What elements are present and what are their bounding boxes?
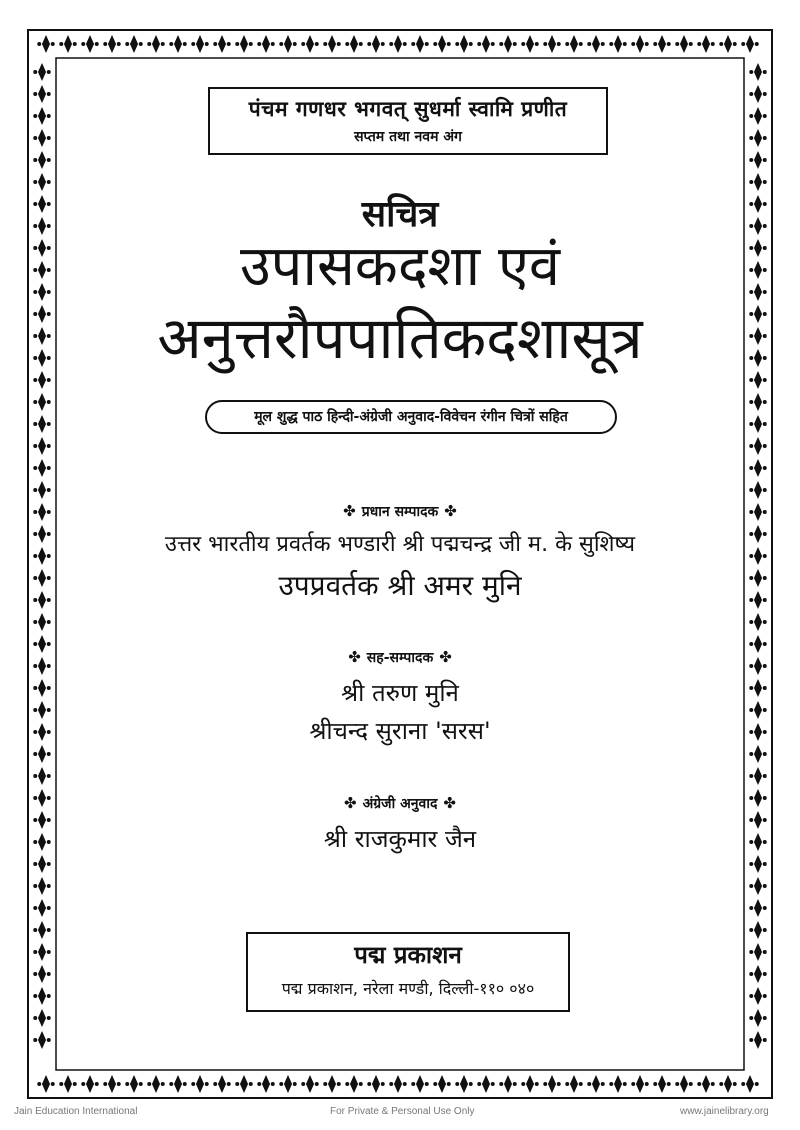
border-motif: [125, 1075, 142, 1093]
border-motif: [257, 35, 274, 53]
border-motif: [631, 1075, 648, 1093]
border-motif: [675, 35, 692, 53]
chief-editor-label: [0, 502, 800, 521]
border-motif: [345, 35, 362, 53]
footer-right[interactable]: www.jainelibrary.org: [680, 1106, 769, 1117]
border-motif: [749, 85, 766, 103]
translator-label-text: अंग्रेजी अनुवाद: [362, 796, 438, 812]
border-motif: [345, 1075, 362, 1093]
border-motif: [697, 35, 714, 53]
border-motif: [749, 1009, 766, 1027]
ornament-icon: ✤: [443, 794, 456, 812]
border-motif: [455, 1075, 472, 1093]
border-motif: [33, 63, 50, 81]
border-motif: [389, 1075, 406, 1093]
border-motif: [33, 855, 50, 873]
border-motif: [33, 877, 50, 895]
border-motif: [33, 943, 50, 961]
border-motif: [33, 965, 50, 983]
border-motif: [33, 1031, 50, 1049]
border-motif: [749, 987, 766, 1005]
border-motif: [279, 1075, 296, 1093]
border-motif: [33, 107, 50, 125]
border-motif: [719, 1075, 736, 1093]
border-motif: [411, 1075, 428, 1093]
border-motif: [749, 481, 766, 499]
border-motif: [749, 1031, 766, 1049]
chief-editor-line-1: उत्तर भारतीय प्रवर्तक भण्डारी श्री पद्मचन्द्र जी म. के सुशिष्य: [164, 532, 636, 557]
publisher-name: पद्म प्रकाशन: [354, 941, 462, 969]
border-motif: [749, 129, 766, 147]
border-motif: [367, 35, 384, 53]
border-motif: [499, 35, 516, 53]
footer-center: For Private & Personal Use Only: [330, 1106, 475, 1117]
border-motif: [499, 1075, 516, 1093]
border-motif: [653, 1075, 670, 1093]
border-motif: [103, 35, 120, 53]
border-motif: [749, 899, 766, 917]
border-motif: [169, 35, 186, 53]
ornament-icon: ✤: [348, 648, 361, 666]
co-editor-label-text: सह-सम्पादक: [366, 650, 434, 666]
border-motif: [33, 85, 50, 103]
border-motif: [433, 35, 450, 53]
translator-name: श्री राजकुमार जैन: [323, 825, 477, 853]
border-motif: [33, 1009, 50, 1027]
ornament-icon: ✤: [344, 794, 357, 812]
border-motif: [749, 965, 766, 983]
border-motif: [455, 35, 472, 53]
border-motif: [521, 1075, 538, 1093]
border-motif: [213, 35, 230, 53]
border-motif: [33, 767, 50, 785]
border-motif: [37, 35, 54, 53]
border-motif: [741, 35, 758, 53]
border-motif: [719, 35, 736, 53]
border-motif: [33, 151, 50, 169]
border-motif: [749, 855, 766, 873]
border-motif: [301, 35, 318, 53]
ornament-icon: ✤: [444, 502, 457, 520]
border-motif: [749, 393, 766, 411]
border-motif: [565, 35, 582, 53]
border-motif: [749, 63, 766, 81]
border-motif: [749, 613, 766, 631]
border-motif: [33, 481, 50, 499]
border-motif: [521, 35, 538, 53]
border-motif: [741, 1075, 758, 1093]
header-line-1: पंचम गणधर भगवत् सुधर्मा स्वामि प्रणीत: [248, 97, 568, 121]
border-motif: [675, 1075, 692, 1093]
border-motif: [389, 35, 406, 53]
border-motif: [609, 1075, 626, 1093]
border-motif: [749, 415, 766, 433]
border-motif: [411, 35, 428, 53]
ornament-icon: ✤: [439, 648, 452, 666]
border-motif: [609, 35, 626, 53]
border-motif: [565, 1075, 582, 1093]
border-motif: [749, 437, 766, 455]
border-motif: [697, 1075, 714, 1093]
border-motif: [587, 1075, 604, 1093]
co-editor-label: [0, 648, 800, 667]
border-motif: [631, 35, 648, 53]
border-motif: [147, 35, 164, 53]
border-motif: [33, 415, 50, 433]
border-motif: [749, 943, 766, 961]
border-motif: [257, 1075, 274, 1093]
border-motif: [33, 459, 50, 477]
border-motif: [749, 745, 766, 763]
border-motif: [33, 745, 50, 763]
border-motif: [169, 1075, 186, 1093]
title-prefix: सचित्र: [361, 194, 439, 235]
border-motif: [749, 459, 766, 477]
border-motif: [323, 1075, 340, 1093]
border-motif: [543, 1075, 560, 1093]
border-motif: [433, 1075, 450, 1093]
border-motif: [33, 987, 50, 1005]
border-motif: [33, 437, 50, 455]
border-motif: [37, 1075, 54, 1093]
border-motif: [59, 35, 76, 53]
ornament-icon: ✤: [343, 502, 356, 520]
border-motif: [33, 899, 50, 917]
chief-editor-label-text: प्रधान सम्पादक: [361, 504, 439, 520]
border-motif: [323, 35, 340, 53]
border-motif: [103, 1075, 120, 1093]
border-motif: [33, 393, 50, 411]
border-motif: [587, 35, 604, 53]
translator-label: [0, 794, 800, 813]
border-motif: [653, 35, 670, 53]
border-motif: [367, 1075, 384, 1093]
border-motif: [279, 35, 296, 53]
border-motif: [191, 35, 208, 53]
border-motif: [235, 35, 252, 53]
chief-editor-name: उपप्रवर्तक श्री अमर मुनि: [278, 569, 522, 602]
border-motif: [33, 129, 50, 147]
border-motif: [749, 877, 766, 895]
border-motif: [33, 921, 50, 939]
border-motif: [301, 1075, 318, 1093]
border-motif: [125, 35, 142, 53]
border-motif: [477, 35, 494, 53]
main-title-line-2: अनुत्तरौपपातिकदशासूत्र: [157, 304, 643, 372]
border-motif: [81, 35, 98, 53]
border-motif: [213, 1075, 230, 1093]
header-line-2: सप्तम तथा नवम अंग: [354, 129, 462, 145]
header-box: [208, 87, 608, 155]
co-editor-name-2: श्रीचन्द सुराना 'सरस': [309, 717, 491, 745]
border-motif: [749, 107, 766, 125]
publisher-box: [246, 932, 570, 1012]
border-motif: [147, 1075, 164, 1093]
border-motif: [543, 35, 560, 53]
border-motif: [749, 151, 766, 169]
border-motif: [81, 1075, 98, 1093]
footer-left[interactable]: Jain Education International: [14, 1106, 138, 1117]
border-motif: [749, 921, 766, 939]
border-motif: [33, 613, 50, 631]
border-motif: [191, 1075, 208, 1093]
border-motif: [235, 1075, 252, 1093]
border-motif: [749, 767, 766, 785]
publisher-address: पद्म प्रकाशन, नरेला मण्डी, दिल्ली-११० ०४०: [281, 979, 535, 998]
subtitle-pill: मूल शुद्ध पाठ हिन्दी-अंग्रेजी अनुवाद-विवेचन रंगीन चित्रों सहित: [205, 400, 617, 434]
border-motif: [477, 1075, 494, 1093]
co-editor-name-1: श्री तरुण मुनि: [341, 679, 459, 707]
border-motif: [59, 1075, 76, 1093]
main-title-line-1: उपासकदशा एवं: [239, 234, 561, 299]
